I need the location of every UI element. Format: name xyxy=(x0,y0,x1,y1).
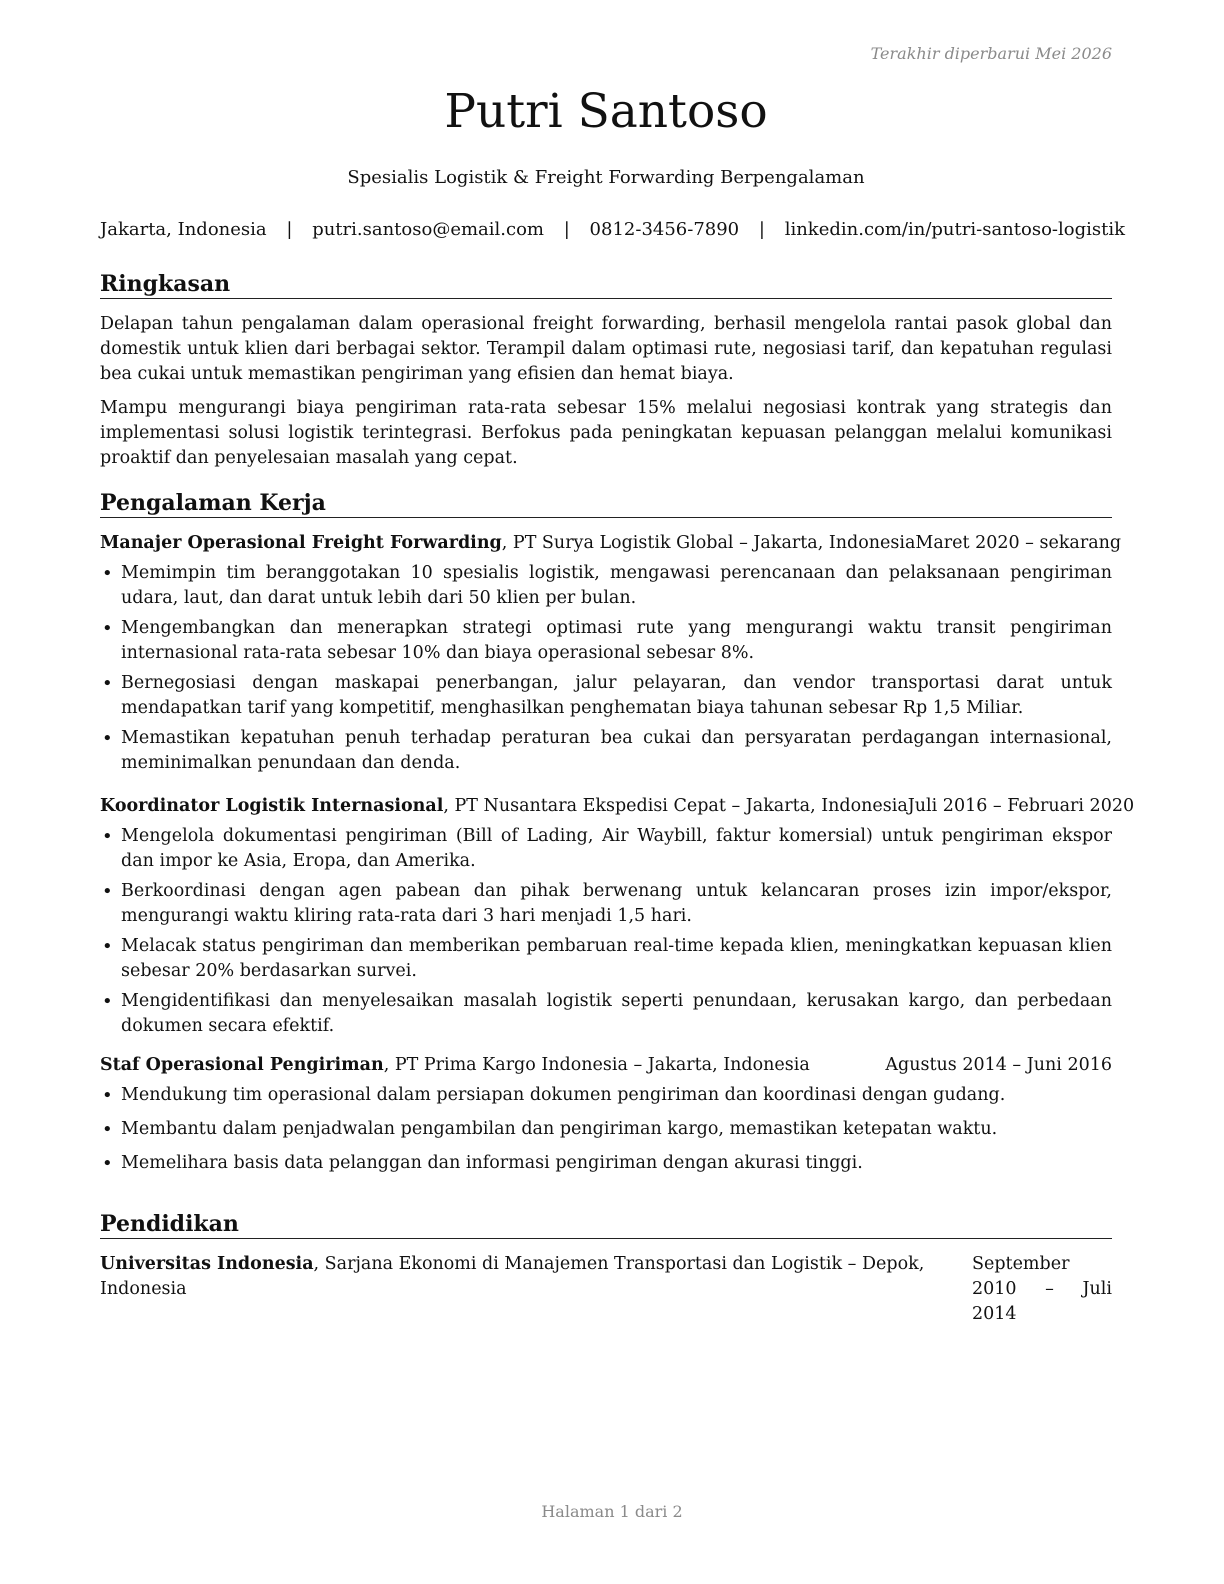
job-bullets xyxy=(100,1083,1112,1176)
list-item: • Memimpin tim beranggotakan 10 spesialis logistik, mengawasi perencanaan dan pelaksanaan pengiriman udara, laut, dan darat untuk lebih dari 50 klien per bulan. xyxy=(100,561,1112,611)
summary-section xyxy=(100,270,1112,471)
job-title-company xyxy=(100,531,915,556)
candidate-name: Putri Santoso xyxy=(444,84,768,139)
education-detail xyxy=(100,1252,970,1327)
candidate-headline: Spesialis Logistik & Freight Forwarding Berpengalaman xyxy=(347,167,865,188)
job-title-company xyxy=(100,1053,810,1078)
section-title-education: Pendidikan xyxy=(100,1210,1112,1239)
summary-paragraph: Mampu mengurangi biaya pengiriman rata-rata sebesar 15% melalui negosiasi kontrak yang strategis dan implementasi solusi logistik terintegrasi. Berfokus pada peningkatan kepuasan pelanggan melalui komunikasi proaktif dan penyelesaian masalah yang cepat. xyxy=(100,398,1112,468)
job-role: Koordinator Logistik Internasional xyxy=(100,796,444,816)
education-degree: , Sarjana Ekonomi di Manajemen Transportasi dan Logistik – Depok, Indonesia xyxy=(100,1254,925,1299)
job-dates: Juli 2016 – Februari 2020 xyxy=(907,796,1135,816)
education-school: Universitas Indonesia xyxy=(100,1254,314,1274)
list-item: • Membantu dalam penjadwalan pengambilan dan pengiriman kargo, memastikan ketepatan waktu. xyxy=(100,1117,1112,1142)
job-entry xyxy=(100,794,1135,1039)
job-company: , PT Surya Logistik Global – Jakarta, Indonesia xyxy=(501,533,916,553)
job-entry xyxy=(100,531,1122,776)
job-role: Manajer Operasional Freight Forwarding xyxy=(100,533,502,553)
job-company: , PT Nusantara Ekspedisi Cepat – Jakarta, Indonesia xyxy=(443,796,908,816)
job-company: , PT Prima Kargo Indonesia – Jakarta, Indonesia xyxy=(383,1055,810,1075)
contact-separator: | xyxy=(758,219,765,240)
list-item: • Berkoordinasi dengan agen pabean dan pihak berwenang untuk kelancaran proses izin impor/ekspor, mengurangi waktu kliring rata-rata dari 3 hari menjadi 1,5 hari. xyxy=(100,879,1112,929)
job-dates: Maret 2020 – sekarang xyxy=(915,533,1122,553)
job-title-company xyxy=(100,794,908,819)
list-item: • Mengelola dokumentasi pengiriman (Bill of Lading, Air Waybill, faktur komersial) untuk pengiriman ekspor dan impor ke Asia, Eropa, dan Amerika. xyxy=(100,824,1112,874)
section-title-summary: Ringkasan xyxy=(100,270,1112,299)
list-item: • Mengidentifikasi dan menyelesaikan masalah logistik seperti penundaan, kerusakan kargo, dan perbedaan dokumen secara efektif. xyxy=(100,989,1112,1039)
job-bullets xyxy=(100,824,1112,1039)
list-item: • Mengembangkan dan menerapkan strategi optimasi rute yang mengurangi waktu transit pengiriman internasional rata-rata sebesar 10% dan biaya operasional sebesar 8%. xyxy=(100,616,1112,666)
contact-linkedin[interactable]: linkedin.com/in/putri-santoso-logistik xyxy=(784,219,1125,240)
education-dates: September 2010 – Juli 2014 xyxy=(972,1254,1112,1324)
contact-separator: | xyxy=(563,219,570,240)
list-item: • Memastikan kepatuhan penuh terhadap peraturan bea cukai dan persyaratan perdagangan internasional, meminimalkan penundaan dan denda. xyxy=(100,726,1112,776)
last-updated-note: Terakhir diperbarui Mei 2026 xyxy=(870,44,1112,63)
section-title-experience: Pengalaman Kerja xyxy=(100,489,1112,518)
job-header xyxy=(100,531,1122,556)
contact-line xyxy=(100,219,1125,240)
contact-separator: | xyxy=(286,219,293,240)
summary-paragraph: Delapan tahun pengalaman dalam operasional freight forwarding, berhasil mengelola rantai pasok global dan domestik untuk klien dari berbagai sektor. Terampil dalam optimasi rute, negosiasi tarif, dan kepatuhan regulasi bea cukai untuk memastikan pengiriman yang efisien dan hemat biaya. xyxy=(100,314,1112,384)
job-header xyxy=(100,1053,1112,1078)
job-header xyxy=(100,794,1135,819)
list-item: • Melacak status pengiriman dan memberikan pembaruan real-time kepada klien, meningkatkan kepuasan klien sebesar 20% berdasarkan survei. xyxy=(100,934,1112,984)
contact-location: Jakarta, Indonesia xyxy=(100,219,267,240)
job-entry xyxy=(100,1053,1112,1176)
page-number: Halaman 1 dari 2 xyxy=(541,1502,683,1521)
list-item: • Bernegosiasi dengan maskapai penerbangan, jalur pelayaran, dan vendor transportasi darat untuk mendapatkan tarif yang kompetitif, menghasilkan penghematan biaya tahunan sebesar Rp 1,5 Miliar. xyxy=(100,671,1112,721)
contact-email[interactable]: putri.santoso@email.com xyxy=(312,219,544,240)
job-dates: Agustus 2014 – Juni 2016 xyxy=(885,1055,1112,1075)
job-role: Staf Operasional Pengiriman xyxy=(100,1055,384,1075)
job-bullets xyxy=(100,561,1112,776)
contact-phone: 0812-3456-7890 xyxy=(589,219,740,240)
list-item: • Mendukung tim operasional dalam persiapan dokumen pengiriman dan koordinasi dengan gudang. xyxy=(100,1083,1112,1108)
education-section xyxy=(100,1210,1112,1327)
list-item: • Memelihara basis data pelanggan dan informasi pengiriman dengan akurasi tinggi. xyxy=(100,1151,1112,1176)
education-entry xyxy=(100,1252,1112,1327)
experience-section xyxy=(100,489,1135,1181)
